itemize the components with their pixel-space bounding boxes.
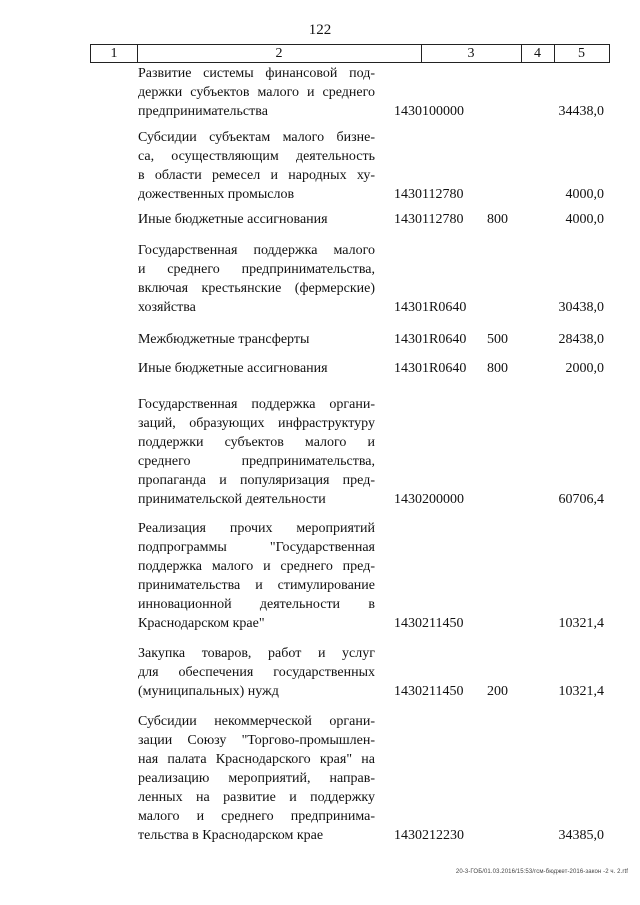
row-description [138, 712, 375, 845]
description-line: (муниципальных) нужд [138, 684, 279, 699]
description-line: са, осуществляющим деятельность [138, 149, 375, 164]
description-line: дожественных промыслов [138, 187, 295, 202]
row-amount: 60706,4 [558, 492, 604, 507]
description-line: поддержки субъектов малого и [138, 435, 375, 450]
description-line: ная палата Краснодарского края" на [138, 752, 375, 767]
row-amount: 10321,4 [558, 616, 604, 631]
row-description [138, 128, 375, 204]
description-line: Развитие системы финансовой под- [138, 66, 375, 81]
description-line: Межбюджетные трансферты [138, 332, 310, 347]
row-description [138, 241, 375, 317]
row-description [138, 210, 375, 229]
row-description [138, 644, 375, 701]
description-line: малого и среднего предпринима- [138, 809, 375, 824]
row-description [138, 395, 375, 509]
description-line: держки субъектов малого и среднего [138, 85, 375, 100]
description-line: принимательской деятельности [138, 492, 326, 507]
description-line: ленных на развитие и поддержку [138, 790, 375, 805]
description-line: поддержка малого и среднего пред- [138, 559, 375, 574]
row-code: 1430200000 [394, 492, 464, 507]
row-code: 14301R0640 [394, 332, 467, 347]
description-line: для обеспечения государственных [138, 665, 375, 680]
row-amount: 10321,4 [558, 684, 604, 699]
description-line: инновационной деятельности в [138, 597, 375, 612]
description-line: зации Союзу "Торгово-промышлен- [138, 733, 375, 748]
description-line: Реализация прочих мероприятий [138, 521, 375, 536]
description-line: принимательства и стимулирование [138, 578, 375, 593]
description-line: Иные бюджетные ассигнования [138, 212, 328, 227]
row-code: 1430211450 [394, 616, 464, 631]
row-description [138, 330, 375, 349]
description-line: Государственная поддержка органи- [138, 397, 375, 412]
row-amount: 2000,0 [565, 361, 604, 376]
description-line: тельства в Краснодарском крае [138, 828, 324, 843]
row-description [138, 359, 375, 378]
row-expense-type: 500 [487, 332, 508, 347]
row-code: 14301R0640 [394, 300, 467, 315]
description-line: Государственная поддержка малого [138, 243, 375, 258]
row-expense-type: 200 [487, 684, 508, 699]
description-line: и среднего предпринимательства, [138, 262, 375, 277]
header-col-4: 4 [534, 46, 541, 61]
table-header-row [90, 44, 610, 63]
description-line: Субсидии некоммерческой органи- [138, 714, 375, 729]
description-line: пропаганда и популяризация пред- [138, 473, 375, 488]
row-description [138, 519, 375, 633]
description-line: среднего предпринимательства, [138, 454, 375, 469]
description-line: заций, образующих инфраструктуру [138, 416, 375, 431]
row-description [138, 64, 375, 121]
description-line: Иные бюджетные ассигнования [138, 361, 328, 376]
row-code: 14301R0640 [394, 361, 467, 376]
header-col-1: 1 [110, 46, 118, 61]
description-line: реализацию мероприятий, направ- [138, 771, 375, 786]
row-amount: 4000,0 [565, 212, 604, 227]
row-code: 1430112780 [394, 212, 464, 227]
footer-file-path: 20-3-ГОБ/01.03.2016/15:53/гсм-бюджет-2016-закон -2 ч. 2.rtf [455, 869, 628, 875]
description-line: включая крестьянские (фермерские) [138, 281, 375, 296]
description-line: Закупка товаров, работ и услуг [138, 646, 375, 661]
description-line: Краснодарском крае" [138, 616, 265, 631]
row-expense-type: 800 [487, 361, 508, 376]
description-line: Субсидии субъектам малого бизне- [138, 130, 375, 145]
row-amount: 28438,0 [558, 332, 604, 347]
header-col-2: 2 [275, 46, 283, 61]
description-line: хозяйства [138, 300, 196, 315]
header-col-5: 5 [578, 46, 585, 61]
page-number: 122 [308, 22, 332, 38]
row-amount: 4000,0 [565, 187, 604, 202]
row-amount: 34438,0 [558, 104, 604, 119]
description-line: подпрограммы "Государственная [138, 540, 375, 555]
row-code: 1430212230 [394, 828, 464, 843]
row-code: 1430112780 [394, 187, 464, 202]
header-col-3: 3 [467, 46, 475, 61]
row-code: 1430100000 [394, 104, 464, 119]
row-expense-type: 800 [487, 212, 508, 227]
row-amount: 34385,0 [558, 828, 604, 843]
row-code: 1430211450 [394, 684, 464, 699]
description-line: в области ремесел и народных ху- [138, 168, 375, 183]
row-amount: 30438,0 [558, 300, 604, 315]
description-line: предпринимательства [138, 104, 268, 119]
